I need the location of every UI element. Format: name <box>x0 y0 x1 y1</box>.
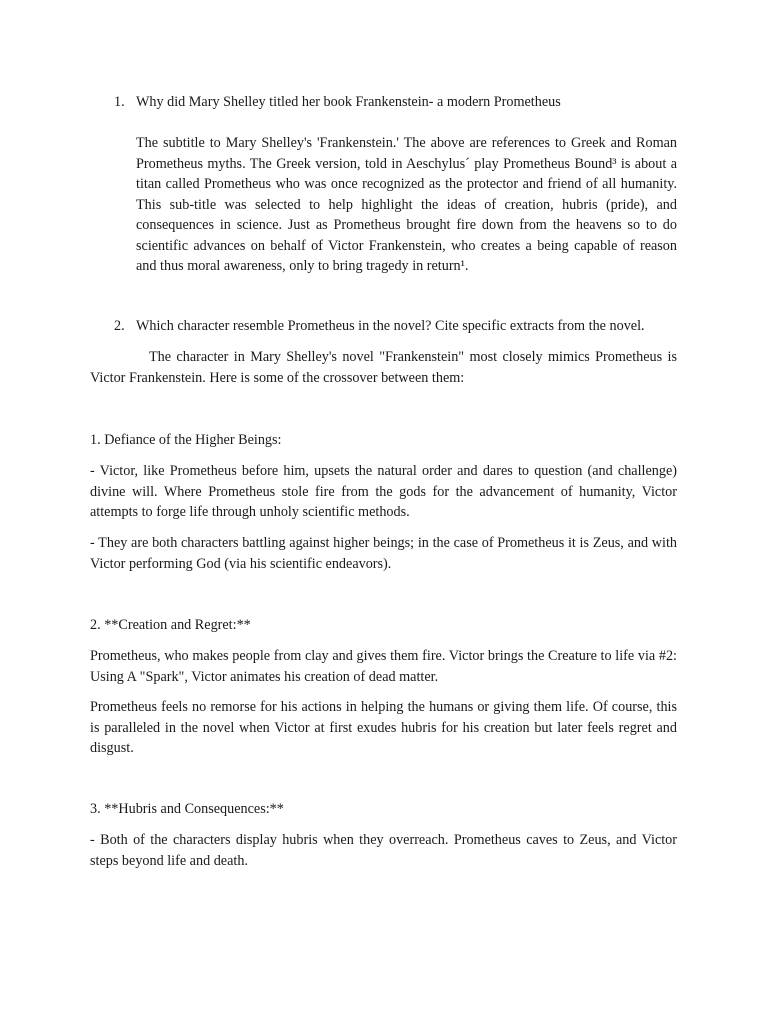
question-1-answer: The subtitle to Mary Shelley's 'Frankenstein.' The above are references to Greek and Roman Prometheus myths. The Greek version, told in Aeschylus´ play Prometheus Bound³ is about a titan called Prometheus who was once recognized as the protector and friend of all humanity. This sub-title was selected to help highlight the ideas of creation, hubris (pride), and consequences in science. Just as Prometheus brought fire down from the heavens so to do scientific advances on behalf of Victor Frankenstein, who creates a being capable of reason and thus moral awareness, only to bring tragedy in return¹. <box>136 135 677 274</box>
section-3-heading: 3. **Hubris and Consequences:** <box>90 801 284 817</box>
question-1-number: 1. <box>114 94 125 110</box>
section-3-paragraph-1: - Both of the characters display hubris when they overreach. Prometheus caves to Zeus, and Victor steps beyond life and death. <box>90 832 677 869</box>
question-2-number: 2. <box>114 318 125 334</box>
section-1-paragraph-1: - Victor, like Prometheus before him, upsets the natural order and dares to question (and challenge) divine will. Where Prometheus stole fire from the gods for the advancement of humanity, Victor attempts to forge life through unholy scientific methods. <box>90 463 677 520</box>
section-2-paragraph-1: Prometheus, who makes people from clay and gives them fire. Victor brings the Creature to life via #2: Using A "Spark", Victor animates his creation of dead matter. <box>90 648 677 685</box>
question-2-intro: The character in Mary Shelley's novel "Frankenstein" most closely mimics Prometheus is Victor Frankenstein. Here is some of the crossover between them: <box>90 349 677 386</box>
section-2-paragraph-2: Prometheus feels no remorse for his actions in helping the humans or giving them life. Of course, this is paralleled in the novel when Victor at first exudes hubris for his creation but later feels regret and disgust. <box>90 699 677 756</box>
section-2-heading: 2. **Creation and Regret:** <box>90 617 251 633</box>
section-1-paragraph-2: - They are both characters battling against higher beings; in the case of Prometheus it is Zeus, and with Victor performing God (via his scientific endeavors). <box>90 535 677 572</box>
section-1-heading: 1. Defiance of the Higher Beings: <box>90 432 282 448</box>
question-1-text: Why did Mary Shelley titled her book Frankenstein- a modern Prometheus <box>136 94 561 110</box>
question-2-text: Which character resemble Prometheus in the novel? Cite specific extracts from the novel. <box>136 318 645 334</box>
